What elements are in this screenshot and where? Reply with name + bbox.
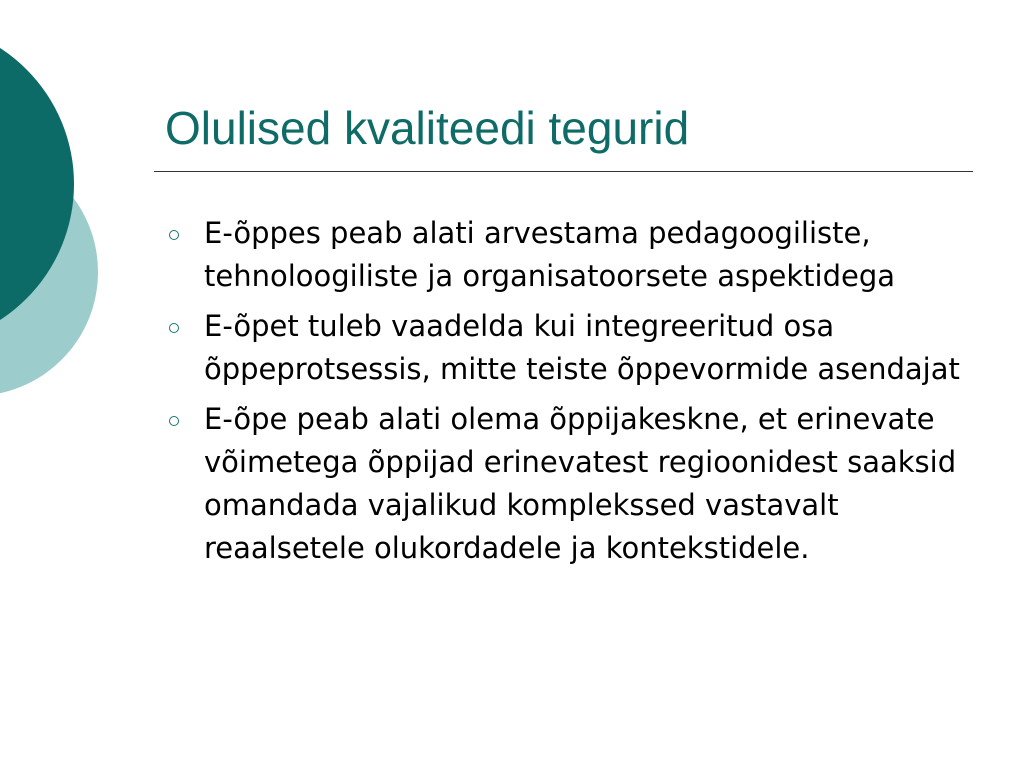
bullet-item <box>166 305 966 391</box>
bullet-item <box>166 398 966 570</box>
bullet-item <box>166 212 966 298</box>
hollow-circle-bullet-icon <box>169 323 179 333</box>
slide-title: Olulised kvaliteedi tegurid <box>165 102 690 154</box>
bullet-text: E-õppes peab alati arvestama pedagoogiliste, tehnoloogiliste ja organisatoorsete aspektidega <box>204 216 896 293</box>
bullet-list <box>166 212 966 577</box>
bullet-text: E-õpe peab alati olema õppijakeskne, et erinevate võimetega õppijad erinevatest regioonidest saaksid omandada vajalikud komplekssed vastavalt reaalsetele olukordadele ja kontekstidele. <box>204 402 957 565</box>
bullet-text: E-õpet tuleb vaadelda kui integreeritud osa õppeprotsessis, mitte teiste õppevormide asendajat <box>204 309 960 386</box>
hollow-circle-bullet-icon <box>169 416 179 426</box>
title-divider <box>154 171 973 172</box>
hollow-circle-bullet-icon <box>169 230 179 240</box>
